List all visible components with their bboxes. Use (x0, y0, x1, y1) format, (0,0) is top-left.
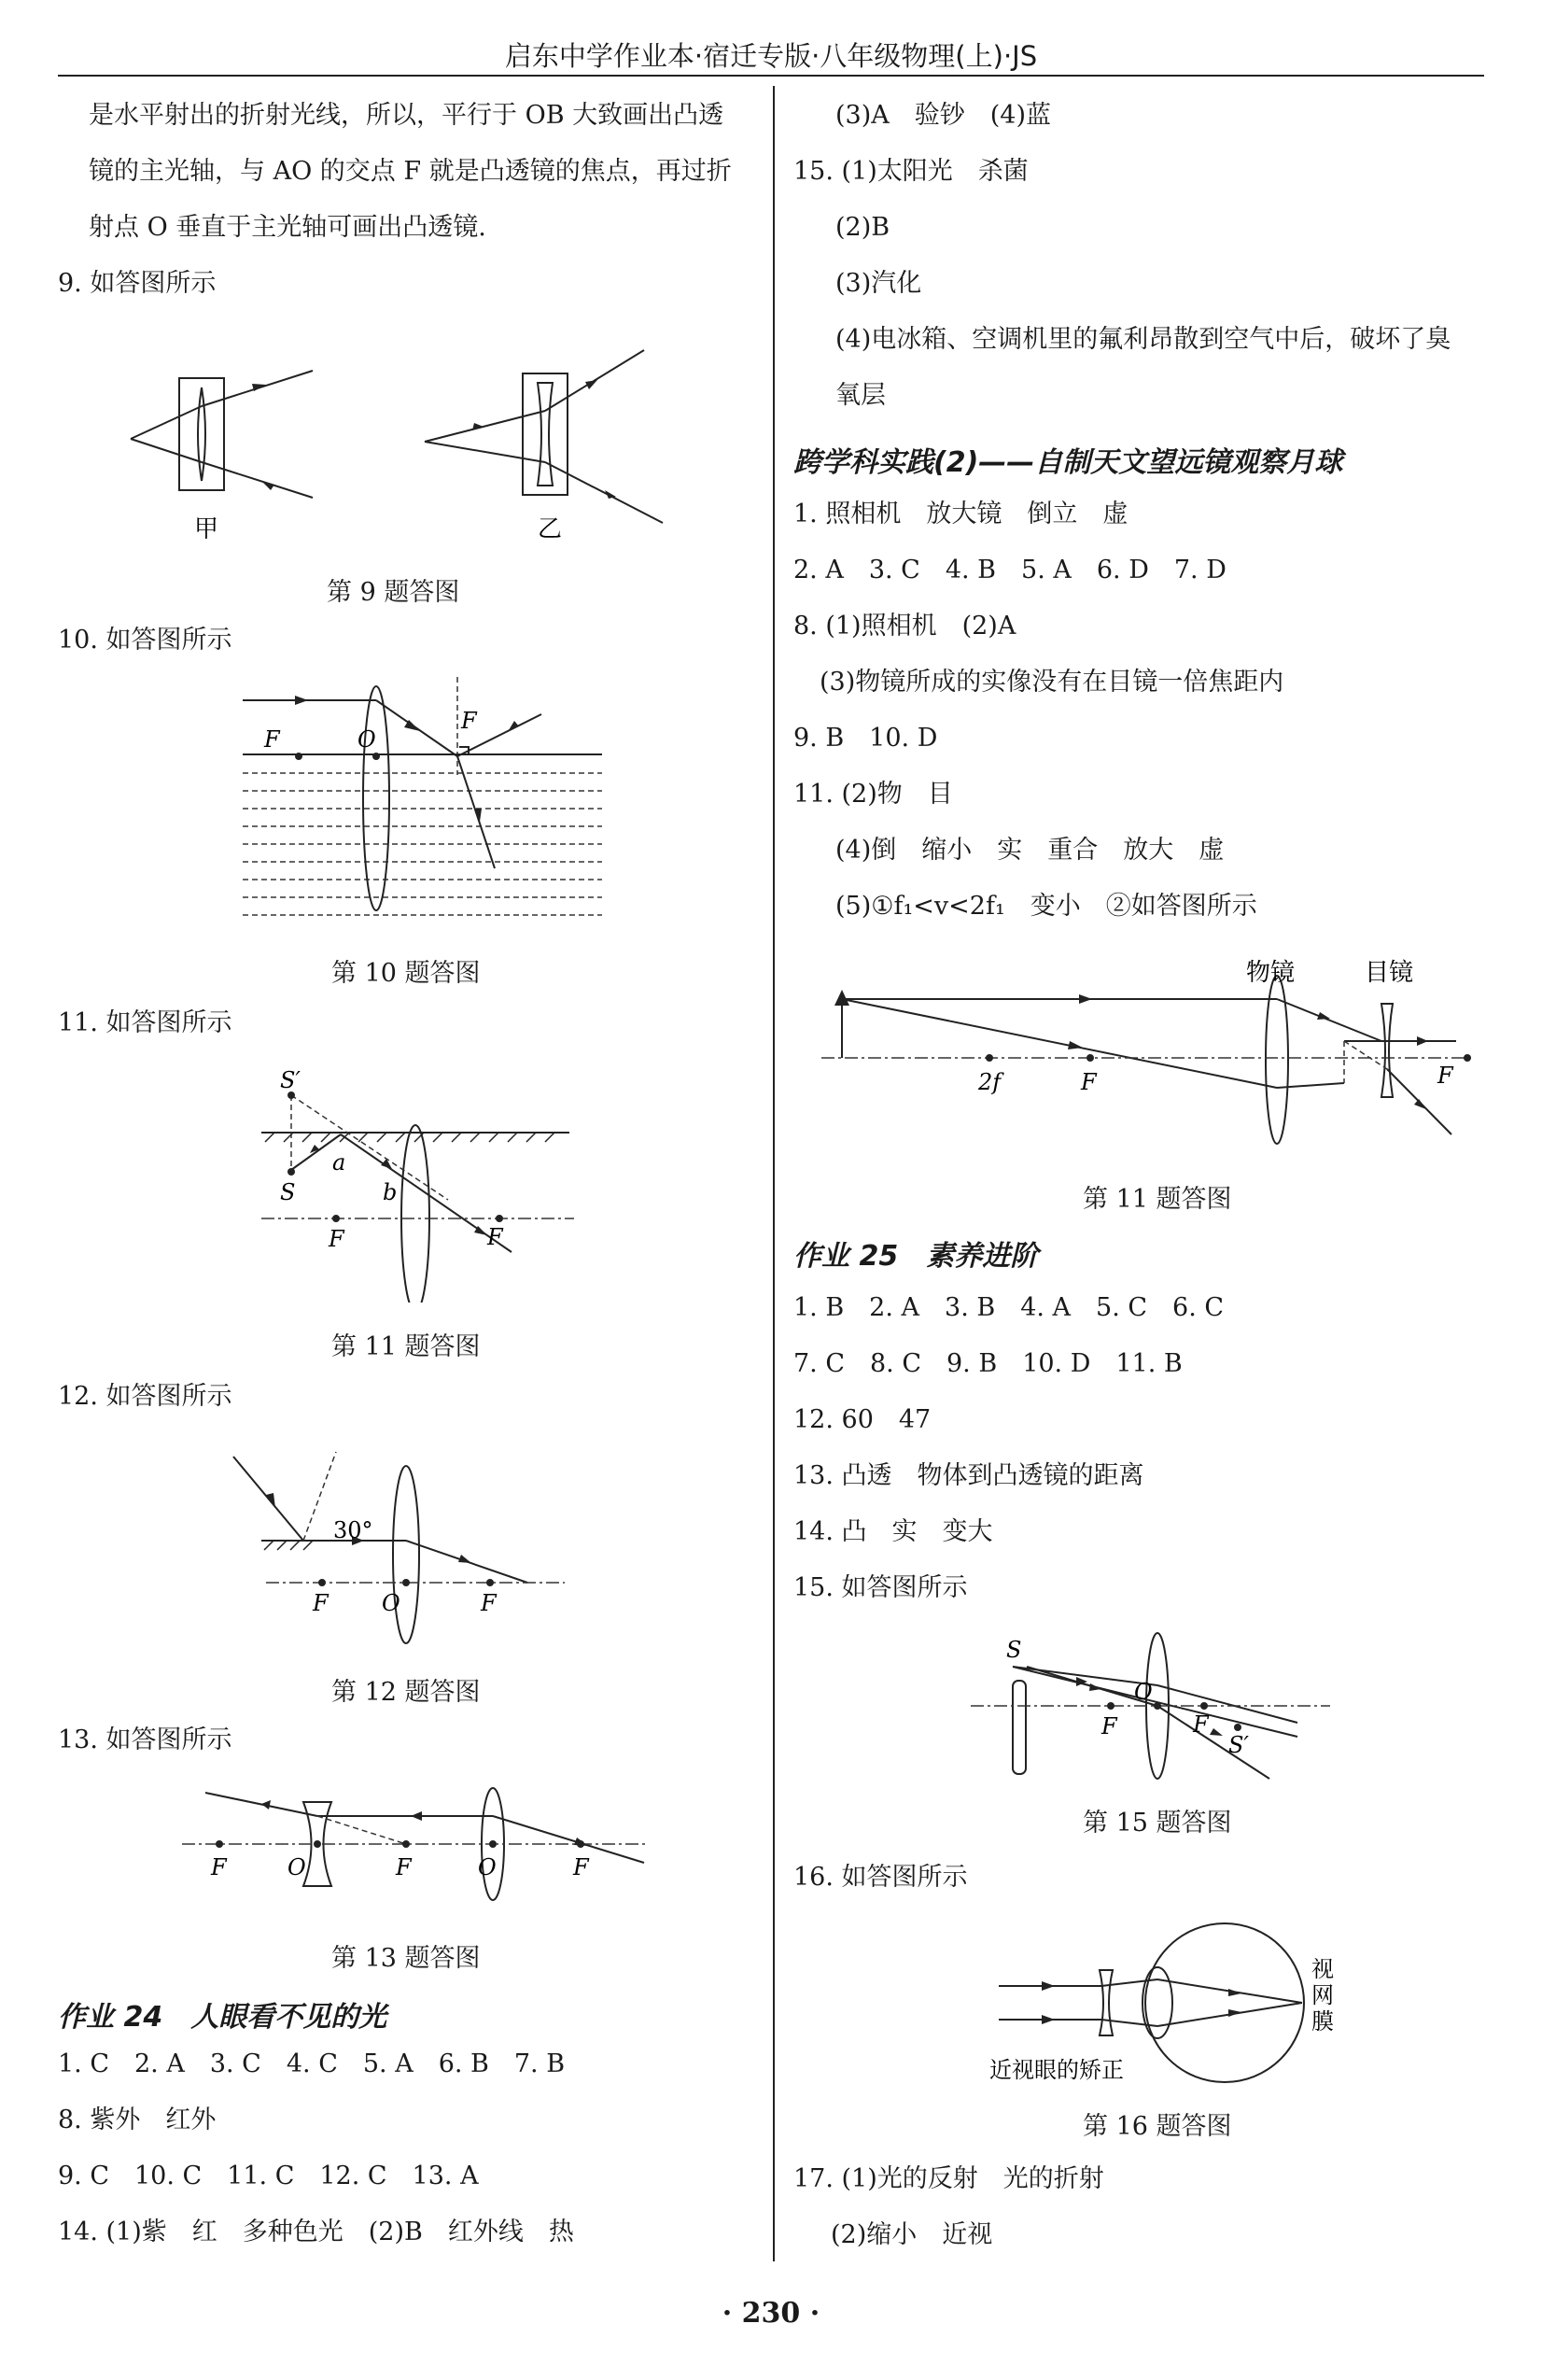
fig12-angle: 30° (333, 1517, 373, 1543)
fig13-O1: O (287, 1854, 306, 1880)
hw25-line-2: 7. C 8. C 9. B 10. D 11. B (793, 1349, 1183, 1378)
hw24-heading: 作业 24 人眼看不见的光 (58, 2001, 387, 2034)
fig12-diagram (173, 1433, 602, 1648)
fig15-diagram (961, 1629, 1344, 1788)
fig12-caption: 第 12 题答图 (331, 1678, 481, 1707)
fig11-diagram (252, 1060, 588, 1303)
fig11-S: S (280, 1179, 296, 1205)
fig11r-eyepiece-label: 目镜 (1365, 959, 1414, 987)
fig16-retina-label-3: 膜 (1311, 2008, 1334, 2035)
hw25-line-4: 13. 凸透 物体到凸透镜的距离 (793, 1461, 1144, 1490)
fig11-S-prime: S′ (280, 1067, 301, 1093)
r-top-line-4: (3)汽化 (835, 269, 922, 298)
intro-line-2: 镜的主光轴，与 AO 的交点 F 就是凸透镜的焦点，再过折 (89, 157, 732, 186)
hw25-line-1: 1. B 2. A 3. B 4. A 5. C 6. C (793, 1293, 1225, 1322)
fig11-caption: 第 11 题答图 (331, 1332, 481, 1361)
fig13-caption: 第 13 题答图 (331, 1944, 481, 1973)
fig12-F-left: F (313, 1590, 329, 1616)
fig11r-objective-lens (1266, 976, 1288, 1144)
column-divider (773, 86, 775, 2261)
q17-line-2: (2)缩小 近视 (831, 2220, 993, 2249)
fig9a-refracted-ray (202, 462, 313, 498)
practice-line-2: 2. A 3. C 4. B 5. A 6. D 7. D (793, 556, 1227, 584)
practice-line-8: (5)①f₁<v<2f₁ 变小 ②如答图所示 (835, 892, 1257, 921)
fig16-label: 近视眼的矫正 (989, 2057, 1124, 2083)
fig9a-lens-box (179, 378, 224, 490)
hw25-line-5: 14. 凸 实 变大 (793, 1517, 993, 1546)
fig9-caption: 第 9 题答图 (327, 578, 460, 607)
hw24-line-3: 9. C 10. C 11. C 12. C 13. A (58, 2162, 479, 2190)
fig10-convex-lens (363, 686, 389, 910)
fig13-diagram (177, 1774, 663, 1914)
fig9b-refracted-ray (545, 462, 663, 523)
r-top-line-5: (4)电冰箱、空调机里的氟利昂散到空气中后，破坏了臭 (835, 325, 1451, 354)
fig11r-F2: F (1437, 1063, 1453, 1089)
fig16-retina-label-2: 网 (1311, 1982, 1334, 2008)
practice-line-4: (3)物镜所成的实像没有在目镜一倍焦距内 (820, 668, 1284, 697)
fig12-O: O (382, 1590, 400, 1616)
fig10-F-left: F (264, 726, 280, 753)
fig11-a: a (332, 1149, 346, 1176)
fig9a-label: 甲 (194, 515, 219, 543)
fig16-caption: 第 16 题答图 (1083, 2112, 1232, 2141)
practice-line-3: 8. (1)照相机 (2)A (793, 612, 1016, 641)
fig10-F-right: F (461, 708, 477, 734)
fig12-F-right: F (481, 1590, 497, 1616)
fig13-F3: F (573, 1854, 589, 1880)
hw25-heading: 作业 25 素养进阶 (793, 1240, 1039, 1273)
fig10-optical-center-dot (372, 753, 380, 760)
fig13-incident-ray (493, 1816, 644, 1863)
fig15-O: O (1134, 1679, 1153, 1705)
hw24-line-1: 1. C 2. A 3. C 4. C 5. A 6. B 7. B (58, 2049, 566, 2078)
fig10-diagram (233, 672, 625, 934)
fig11r-eyepiece-lens (1381, 1004, 1393, 1097)
fig10-focus-left-dot (295, 753, 302, 760)
hw25-line-6: 15. 如答图所示 (793, 1573, 968, 1602)
fig11-F-left: F (329, 1226, 344, 1252)
page-number: · 230 · (722, 2297, 820, 2330)
header-rule (58, 75, 1484, 77)
fig11-convex-lens (401, 1125, 429, 1303)
q9-label: 9. 如答图所示 (58, 269, 217, 298)
fig10-caption: 第 10 题答图 (331, 959, 481, 988)
hw24-line-2: 8. 紫外 红外 (58, 2105, 217, 2134)
fig9b-concave-lens (538, 383, 553, 486)
fig15-caption: 第 15 题答图 (1083, 1809, 1232, 1838)
fig16-retina-label-1: 视 (1311, 1956, 1334, 1982)
fig15-F1: F (1101, 1713, 1117, 1739)
intro-line-1: 是水平射出的折射光线，所以，平行于 OB 大致画出凸透 (89, 101, 724, 130)
fig11-F-right: F (487, 1224, 503, 1250)
practice-heading: 跨学科实践(2)——自制天文望远镜观察月球 (793, 446, 1343, 479)
fig16-diagram (989, 1919, 1344, 2124)
hw25-line-3: 12. 60 47 (793, 1405, 932, 1434)
fig13-F2: F (396, 1854, 412, 1880)
fig16-concave-lens (1100, 1970, 1113, 2035)
fig11r-2f: 2f (978, 1069, 1002, 1095)
fig13-O2: O (478, 1854, 497, 1880)
practice-line-6: 11. (2)物 目 (793, 780, 953, 809)
fig9a-convex-lens (198, 387, 205, 481)
fig16-eyeball (1145, 1923, 1304, 2082)
fig15-S: S (1006, 1637, 1022, 1663)
intro-line-3: 射点 O 垂直于主光轴可画出凸透镜. (89, 213, 486, 242)
practice-line-7: (4)倒 缩小 实 重合 放大 虚 (835, 836, 1225, 865)
q16-label: 16. 如答图所示 (793, 1863, 968, 1892)
fig11-b: b (383, 1179, 398, 1205)
q17-line-1: 17. (1)光的反射 光的折射 (793, 2164, 1104, 2193)
q13-label: 13. 如答图所示 (58, 1725, 232, 1754)
running-header: 启东中学作业本·宿迁专版·八年级物理(上)·JS (504, 40, 1038, 72)
fig15-F2: F (1193, 1711, 1209, 1738)
hw24-line-4: 14. (1)紫 红 多种色光 (2)B 红外线 热 (58, 2218, 574, 2246)
q11-label: 11. 如答图所示 (58, 1008, 232, 1037)
fig9-diagram (112, 331, 691, 565)
fig10-O: O (357, 726, 376, 753)
r-top-line-6: 氧层 (835, 381, 886, 410)
practice-line-1: 1. 照相机 放大镜 倒立 虚 (793, 500, 1128, 528)
fig16-eye-lens (1142, 1967, 1172, 2038)
fig9b-label: 乙 (538, 515, 563, 543)
q12-label: 12. 如答图所示 (58, 1382, 232, 1411)
q10-label: 10. 如答图所示 (58, 626, 232, 655)
practice-line-5: 9. B 10. D (793, 724, 938, 753)
fig15-S-prime: S′ (1228, 1732, 1249, 1758)
fig11r-F1: F (1081, 1069, 1097, 1095)
fig13-F1: F (211, 1854, 227, 1880)
fig11r-telescope-diagram (821, 948, 1493, 1162)
fig15-candle (1013, 1681, 1026, 1774)
fig12-convex-lens (393, 1466, 419, 1643)
fig11r-caption: 第 11 题答图 (1083, 1185, 1232, 1214)
fig9b-lens-box (523, 373, 568, 495)
r-top-line-1: (3)A 验钞 (4)蓝 (835, 101, 1051, 130)
fig12-incident-ray (233, 1457, 303, 1541)
fig11r-objective-label: 物镜 (1246, 959, 1296, 987)
r-top-line-2: 15. (1)太阳光 杀菌 (793, 157, 1029, 186)
fig13-emerging-ray (205, 1793, 317, 1816)
r-top-line-3: (2)B (835, 213, 890, 242)
